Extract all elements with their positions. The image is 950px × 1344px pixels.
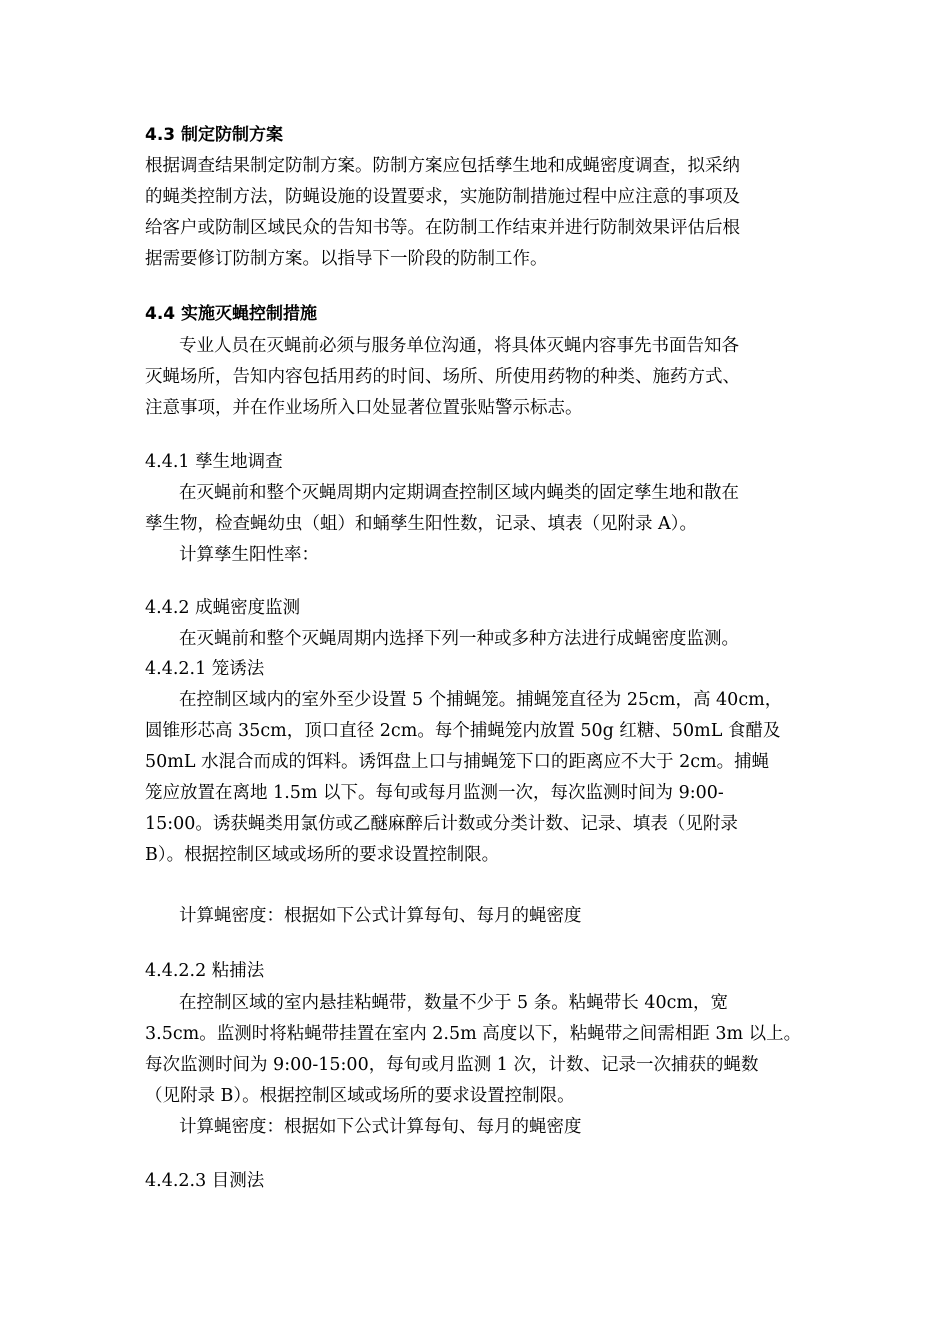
section-4-4-heading: 4.4 实施灭蝇控制措施 <box>145 304 318 324</box>
paragraph-line: 的蝇类控制方法，防蝇设施的设置要求，实施防制措施过程中应注意的事项及 <box>145 187 740 207</box>
paragraph-line: （见附录 B）。根据控制区域或场所的要求设置控制限。 <box>145 1086 575 1106</box>
section-4-3-heading: 4.3 制定防制方案 <box>145 125 284 145</box>
paragraph-line: 给客户或防制区域民众的告知书等。在防制工作结束并进行防制效果评估后根 <box>145 218 740 238</box>
section-4-4-2-3-heading: 4.4.2.3 目测法 <box>145 1171 265 1191</box>
paragraph-line: 笼应放置在离地 1.5m 以下。每旬或每月监测一次，每次监测时间为 9:00- <box>145 783 724 803</box>
section-4-4-2-1-heading: 4.4.2.1 笼诱法 <box>145 659 265 679</box>
paragraph-line: 3.5cm。监测时将粘蝇带挂置在室内 2.5m 高度以下，粘蝇带之间需相距 3m 以上。 <box>145 1024 802 1044</box>
calc-line: 计算蝇密度：根据如下公式计算每旬、每月的蝇密度 <box>179 1117 582 1137</box>
paragraph-line: 在灭蝇前和整个灭蝇周期内定期调查控制区域内蝇类的固定孳生地和散在 <box>179 483 739 503</box>
paragraph-line: 在控制区域内的室外至少设置 5 个捕蝇笼。捕蝇笼直径为 25cm，高 40cm， <box>179 690 783 710</box>
paragraph-line: 在控制区域的室内悬挂粘蝇带，数量不少于 5 条。粘蝇带长 40cm，宽 <box>179 993 728 1013</box>
paragraph-line: 据需要修订防制方案。以指导下一阶段的防制工作。 <box>145 249 548 269</box>
paragraph-line: 灭蝇场所，告知内容包括用药的时间、场所、所使用药物的种类、施药方式、 <box>145 367 740 387</box>
paragraph-line: 15:00。诱获蝇类用氯仿或乙醚麻醉后计数或分类计数、记录、填表（见附录 <box>145 814 738 834</box>
section-4-4-2-heading: 4.4.2 成蝇密度监测 <box>145 598 301 618</box>
section-4-4-2-2-heading: 4.4.2.2 粘捕法 <box>145 961 265 981</box>
paragraph-line: 根据调查结果制定防制方案。防制方案应包括孳生地和成蝇密度调查，拟采纳 <box>145 156 740 176</box>
paragraph-line: 每次监测时间为 9:00-15:00，每旬或月监测 1 次，计数、记录一次捕获的蝇数 <box>145 1055 759 1075</box>
paragraph-line: 专业人员在灭蝇前必须与服务单位沟通，将具体灭蝇内容事先书面告知各 <box>179 336 739 356</box>
paragraph-line: 在灭蝇前和整个灭蝇周期内选择下列一种或多种方法进行成蝇密度监测。 <box>179 629 739 649</box>
paragraph-line: 计算孳生阳性率： <box>179 545 319 565</box>
paragraph-line: 50mL 水混合而成的饵料。诱饵盘上口与捕蝇笼下口的距离应不大于 2cm。捕蝇 <box>145 752 770 772</box>
paragraph-line: 孳生物，检查蝇幼虫（蛆）和蛹孳生阳性数，记录、填表（见附录 A）。 <box>145 514 697 534</box>
paragraph-line: 圆锥形芯高 35cm，顶口直径 2cm。每个捕蝇笼内放置 50g 红糖、50mL 食醋及 <box>145 721 781 741</box>
paragraph-line: B）。根据控制区域或场所的要求设置控制限。 <box>145 845 500 865</box>
calc-line: 计算蝇密度：根据如下公式计算每旬、每月的蝇密度 <box>179 906 582 926</box>
paragraph-line: 注意事项，并在作业场所入口处显著位置张贴警示标志。 <box>145 398 583 418</box>
section-4-4-1-heading: 4.4.1 孳生地调查 <box>145 452 283 472</box>
